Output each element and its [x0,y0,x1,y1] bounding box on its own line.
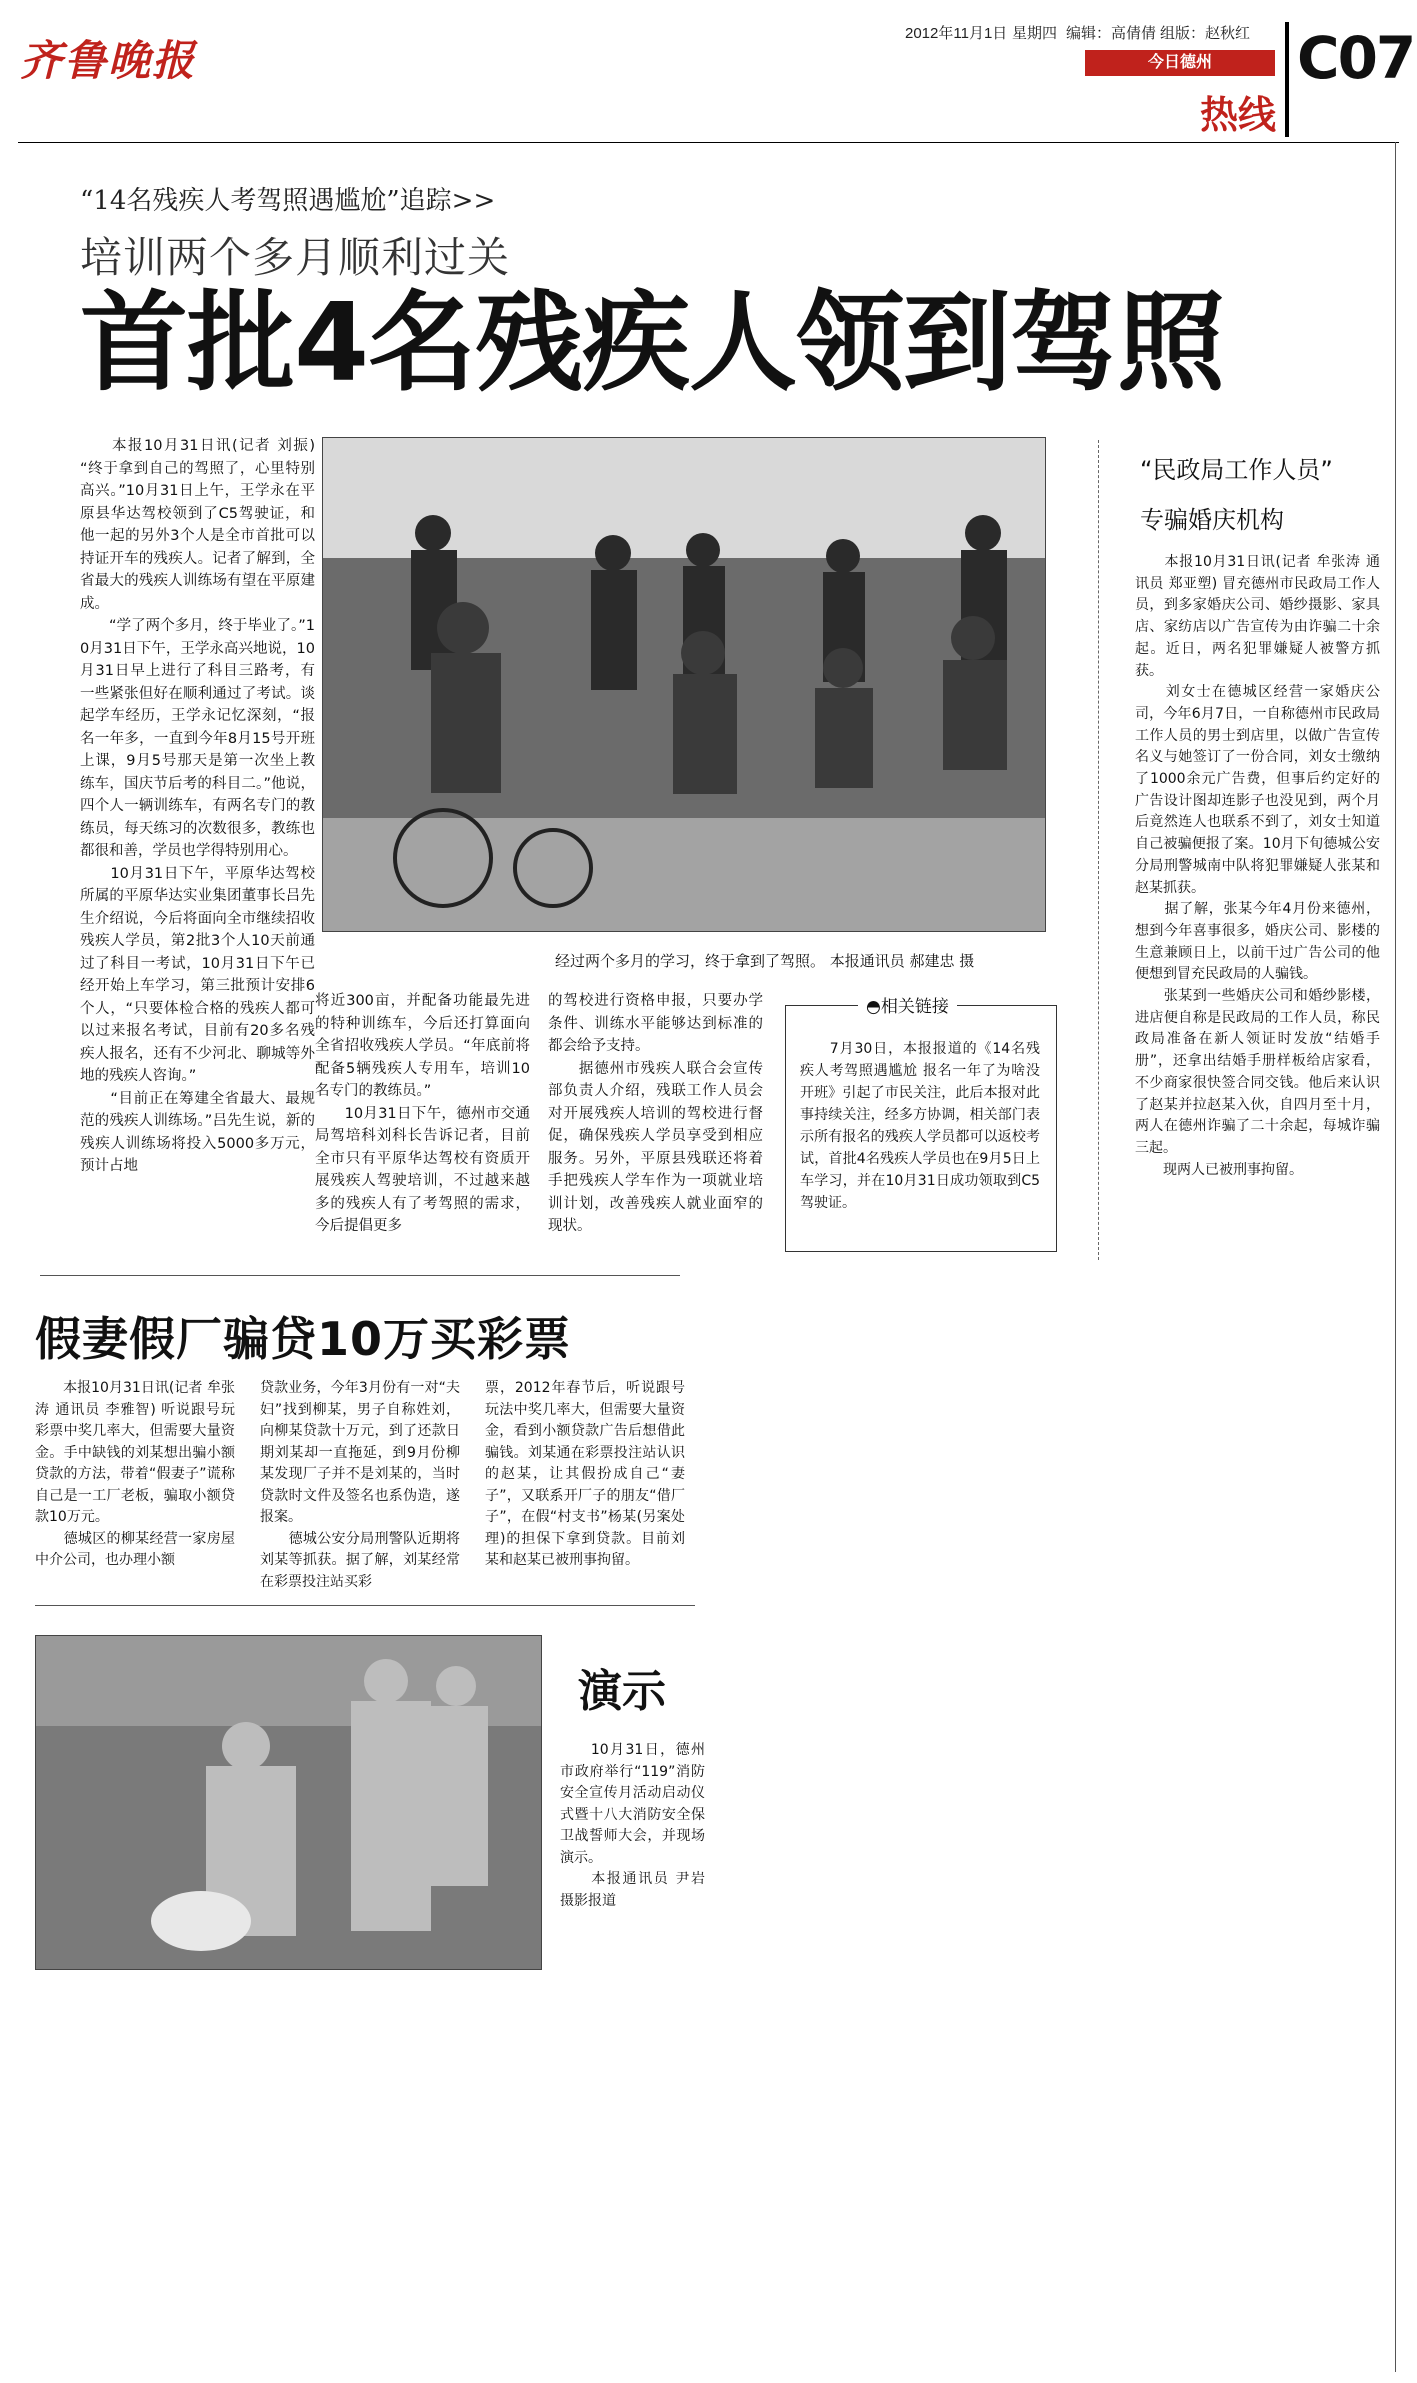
issue-weekday: 星期四 [1012,25,1058,42]
layout-credit: 组版：赵秋红 [1160,25,1251,42]
second-column-1: 本报10月31日讯(记者 牟张涛 通讯员 李雅智) 听说跟号玩彩票中奖几率大，但需要大量资金。手中缺钱的刘某想出骗小额贷款的方法，带着“假妻子”谎称自己是一工厂老板，骗取小额贷款10万元。 德城区的柳某经营一家房屋中介公司，也办理小额 [35,1380,235,1568]
side-headline-a: “民政局工作人员” [1140,456,1333,484]
editor-credit: 编辑：高倩倩 [1066,25,1157,42]
photo-illustration [323,438,1045,931]
story-subhead: 培训两个多月顺利过关 [80,233,511,282]
related-link-label: 相关链接 [880,997,949,1017]
demo-title: 演示 [578,1666,666,1717]
section-title: 热线 [1200,93,1277,137]
right-rule [1395,142,1396,2372]
news-photo-fire-drill [35,1635,542,1970]
second-headline: 假妻假厂骗贷10万买彩票 [35,1312,572,1366]
section-divider-2 [35,1605,695,1606]
side-headline-b: 专骗婚庆机构 [1140,506,1284,534]
second-column-2: 贷款业务，今年3月份有一对“夫妇”找到柳某，男子自称姓刘，向柳某贷款十万元，到了还款日期刘某却一直拖延，到9月份柳某发现厂子并不是刘某的，当时贷款时文件及签名也系伪造，遂报案。 德城公安分局刑警队近期将刘某等抓获。据了解，刘某经常在彩票投注站买彩 [260,1380,460,1590]
story-headline: 首批4名残疾人领到驾照 [80,281,1225,406]
related-link-text: 7月30日，本报报道的《14名残疾人考驾照遇尴尬 报名一年了为啥没开班》引起了市民关注，此后本报对此事持续关注，经多方协调，相关部门表示所有报名的残疾人学员都可以返校考试，首批4名残疾人学员也在9月5日上车学习，并在10月31日成功领取到C5驾驶证。 [800,1041,1040,1211]
related-link-title: ◓相关链接 [858,992,957,1017]
demo-caption: 10月31日，德州市政府举行“119”消防安全宣传月活动启动仪式暨十八大消防安全保卫战誓师大会，并现场演示。 本报通讯员 尹岩 摄影报道 [560,1742,705,1909]
story-column-3: 的驾校进行资格申报，只要办学条件、训练水平能够达到标准的都会给予支持。 据德州市残疾人联合会宣传部负责人介绍，残联工作人员会对开展残疾人培训的驾校进行督促，确保残疾人学员享受到相应服务。另外，平原县残联还将着手把残疾人学车作为一项就业培训计划，改善残疾人就业面窄的现状。 [548,993,763,1234]
section-divider [40,1275,680,1276]
top-rule [18,142,1399,143]
story-kicker: “14名残疾人考驾照遇尴尬”追踪>> [80,186,496,216]
issue-date: 2012年11月1日 [905,25,1008,42]
side-story-text: 本报10月31日讯(记者 牟张涛 通讯员 郑亚塑) 冒充德州市民政局工作人员，到多家婚庆公司、婚纱摄影、家具店、家纺店以广告宣传为由诈骗二十余起。近日，两名犯罪嫌疑人被警方抓获。 刘女士在德城区经营一家婚庆公司，今年6月7日，一自称德州市民政局工作人员的男士到店里，以做广告宣传名义与她签订了一份合同，刘女士缴纳了1000余元广告费，但事后约定好的广告设计图却连影子也没见到，两个月后竟然连人也联系不到了，刘女士知道自己被骗便报了案。10月下旬德城公安分局刑警城南中队将犯罪嫌疑人张某和赵某抓获。 据了解，张某今年4月份来德州，想到今年喜事很多，婚庆公司、影楼的生意兼顾日上，以前干过广告公司的他便想到冒充民政局的人骗钱。 张某到一些婚庆公司和婚纱影楼，进店便自称是民政局的工作人员，称民政局准备在新人领证时发放“结婚手册”，还拿出结婚手册样板给店家看，不少商家很快签合同交钱。他后来认识了赵某并拉赵某入伙，自四月至十月，两人在德州诈骗了二十余起，每城诈骗三起。 现两人已被刑事拘留。 [1135,554,1380,1178]
page-code: C07 [1297,24,1415,92]
fire-drill-illustration [36,1636,541,1969]
news-photo-license-ceremony [322,437,1046,932]
column-divider [1098,440,1100,1260]
section-tag: 今日德州 [1085,50,1275,76]
story-column-1: 本报10月31日讯(记者 刘振) “终于拿到自己的驾照了，心里特别高兴。”10月31日上午，王学永在平原县华达驾校领到了C5驾驶证，和他一起的另外3个人是全市首批可以持证开车的残疾人。记者了解到，全省最大的残疾人训练场有望在平原建成。 “学了两个多月，终于毕业了。”10月31日下午，王学永高兴地说，10月31日早上进行了科目三路考，有一些紧张但好在顺利通过了考试。谈起学车经历，王学永记忆深刻，“报名一年多，一直到今年8月15号开班上课，9月5号那天是第一次坐上教练车，国庆节后考的科目二。”他说，四个人一辆训练车，有两名专门的教练员，每天练习的次数很多，教练也都很和善，学员也学得特别用心。 10月31日下午，平原华达驾校所属的平原华达实业集团董事长吕先生介绍说，今后将面向全市继续招收残疾人学员，第2批3个人10天前通过了科目一考试，10月31日下午已经开始上车学习，第三批预计安排6个人，“只要体检合格的残疾人都可以过来报名考试，目前有20多名残疾人报名，还有不少河北、聊城等外地的残疾人咨询。” “目前正在筹建全省最大、最规范的残疾人训练场。”吕先生说，新的残疾人训练场将投入5000多万元，预计占地 [80,438,315,1174]
newspaper-logo: 齐鲁晚报 [20,36,197,85]
photo-caption: 经过两个多月的学习，终于拿到了驾照。 本报通讯员 郝建忠 摄 [555,952,975,970]
masthead-divider [1285,22,1289,137]
story-column-2: 将近300亩，并配备功能最先进的特种训练车，今后还打算面向全省招收残疾人学员。“年底前将配备5辆残疾人专用车，培训10名专门的教练员。” 10月31日下午，德州市交通局驾培科刘科长告诉记者，目前全市只有平原华达驾校有资质开展残疾人驾驶培训，不过越来越多的残疾人有了考驾照的需求，今后提倡更多 [315,993,530,1234]
second-column-3: 票，2012年春节后，听说跟号玩法中奖几率大，但需要大量资金，看到小额贷款广告后想借此骗钱。刘某通在彩票投注站认识的赵某，让其假扮成自己“妻子”，又联系开厂子的朋友“借厂子”，在假“村支书”杨某(另案处理)的担保下拿到贷款。目前刘某和赵某已被刑事拘留。 [485,1380,685,1568]
